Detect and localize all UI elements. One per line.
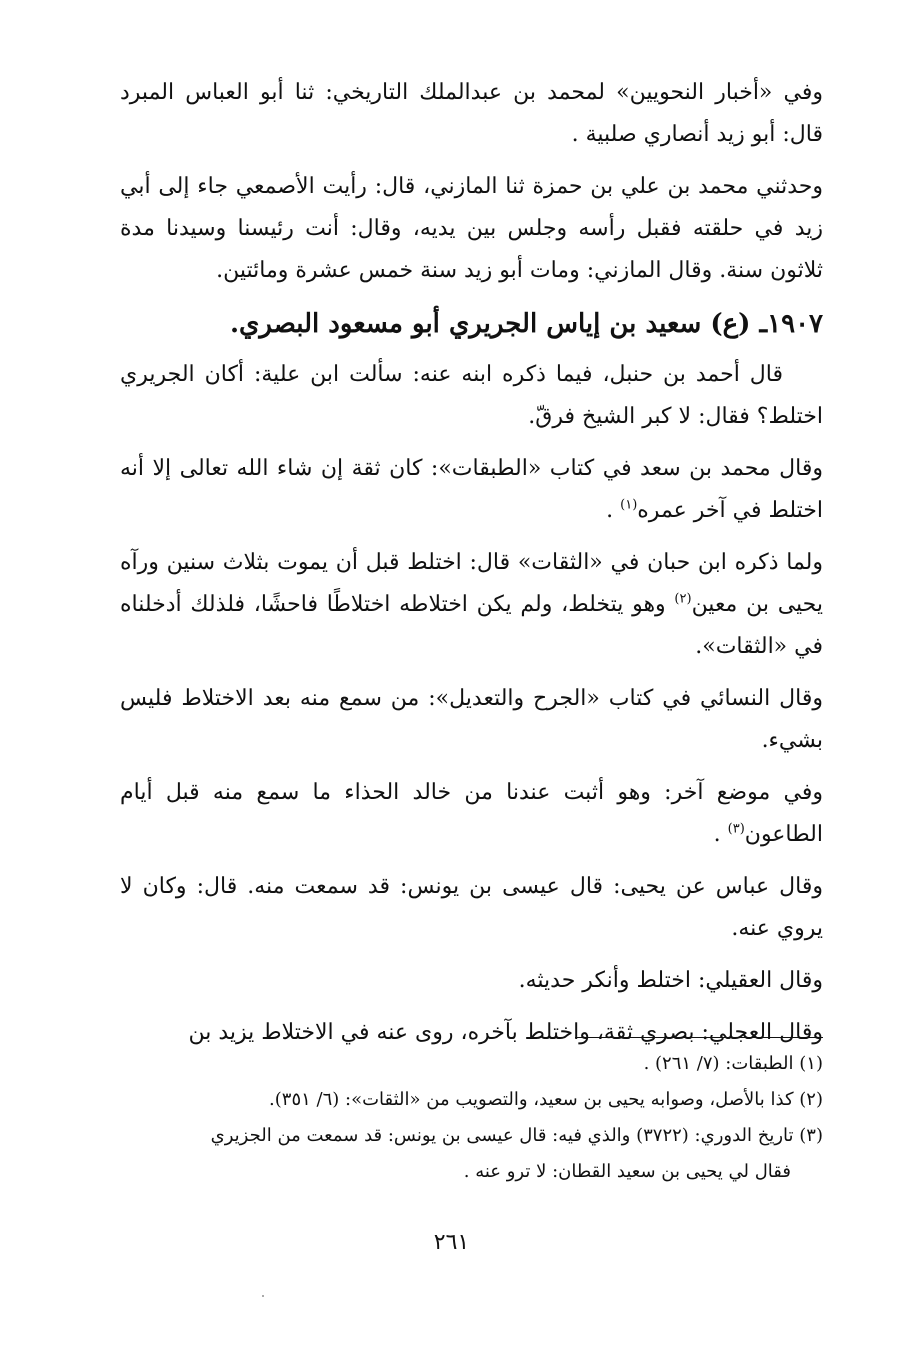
paragraph-text: وقال العقيلي: اختلط وأنكر حديثه. (518, 968, 823, 993)
paragraph-uqayli (120, 960, 823, 1002)
paragraph-ahmad-ibn-hanbal (120, 354, 823, 438)
scan-speck (262, 1295, 264, 1297)
paragraph-akhbar-nahwiyyin: وفي «أخبار النحويين» لمحمد بن عبدالملك التاريخي: ثنا أبو العباس المبرد قال: أبو زيد أنصاري صلبية . (120, 80, 823, 147)
paragraph-tail: . (713, 822, 728, 847)
paragraph-tail: . (606, 498, 621, 523)
footnotes (120, 1046, 823, 1190)
paragraph-text: ولما ذكره ابن حبان في «الثقات» قال: اختلط قبل أن يموت بثلاث سنين ورآه يحيى بن معين (120, 550, 823, 617)
paragraph-another-place (120, 772, 823, 856)
paragraph-text: وفي موضع آخر: وهو أثبت عندنا من خالد الحذاء ما سمع منه قبل أيام الطاعون (120, 780, 823, 847)
paragraph-text: وقال النسائي في كتاب «الجرح والتعديل»: من سمع منه بعد الاختلاط فليس بشيء. (120, 686, 823, 753)
page-number: ٢٦١ (433, 1230, 470, 1255)
paragraph-nasai (120, 678, 823, 762)
main-text (120, 72, 823, 1064)
paragraph-tail: وهو يتخلط، ولم يكن اختلاطه اختلاطًا فاحشًا، فلذلك أدخلناه في «الثقات». (120, 592, 823, 659)
footnote-3: (٣) تاريخ الدوري: (٣٧٢٢) والذي فيه: قال عيسى بن يونس: قد سمعت من الجزيري (210, 1125, 823, 1146)
paragraph-ibn-hibban (120, 542, 823, 668)
paragraph-text: وقال محمد بن سعد في كتاب «الطبقات»: كان ثقة إن شاء الله تعالى إلا أنه اختلط في آخر عمره (120, 456, 823, 523)
footnote-1: (١) الطبقات: (٧/ ٢٦١) . (643, 1053, 823, 1074)
paragraph-abbas-yahya (120, 866, 823, 950)
paragraph-asmai-abu-zayd: وحدثني محمد بن علي بن حمزة ثنا المازني، قال: رأيت الأصمعي جاء إلى أبي زيد في حلقته فقبل رأسه وجلس بين يديه، وقال: أنت رئيسنا وسيدنا مدة ثلاثون سنة. وقال المازني: ومات أبو زيد سنة خمس عشرة ومائتين. (120, 174, 823, 283)
footnote-separator (575, 1037, 823, 1038)
footnote-3-continuation: فقال لي يحيى بن سعيد القطان: لا ترو عنه . (463, 1161, 791, 1182)
footnote-2: (٢) كذا بالأصل، وصوابه يحيى بن سعيد، والتصويب من «الثقات»: (٦/ ٣٥١). (269, 1089, 823, 1110)
paragraph-text: وقال العجلي: بصري ثقة، واختلط بآخره، روى عنه في الاختلاط يزيد بن (188, 1020, 823, 1045)
footnote-ref-1[interactable]: (١) (620, 497, 638, 513)
paragraph-ibn-saad (120, 448, 823, 532)
footnote-ref-2[interactable]: (٢) (674, 591, 692, 607)
paragraph-text: وقال عباس عن يحيى: قال عيسى بن يونس: قد سمعت منه. قال: وكان لا يروي عنه. (120, 874, 823, 941)
entry-heading: ١٩٠٧ـ (ع) سعيد بن إياس الجريري أبو مسعود البصري. (229, 309, 823, 339)
footnote-ref-3[interactable]: (٣) (727, 821, 745, 837)
paragraph-text: قال أحمد بن حنبل، فيما ذكره ابنه عنه: سألت ابن علية: أكان الجريري اختلط؟ فقال: لا كبر الشيخ فرقّ. (120, 362, 823, 429)
